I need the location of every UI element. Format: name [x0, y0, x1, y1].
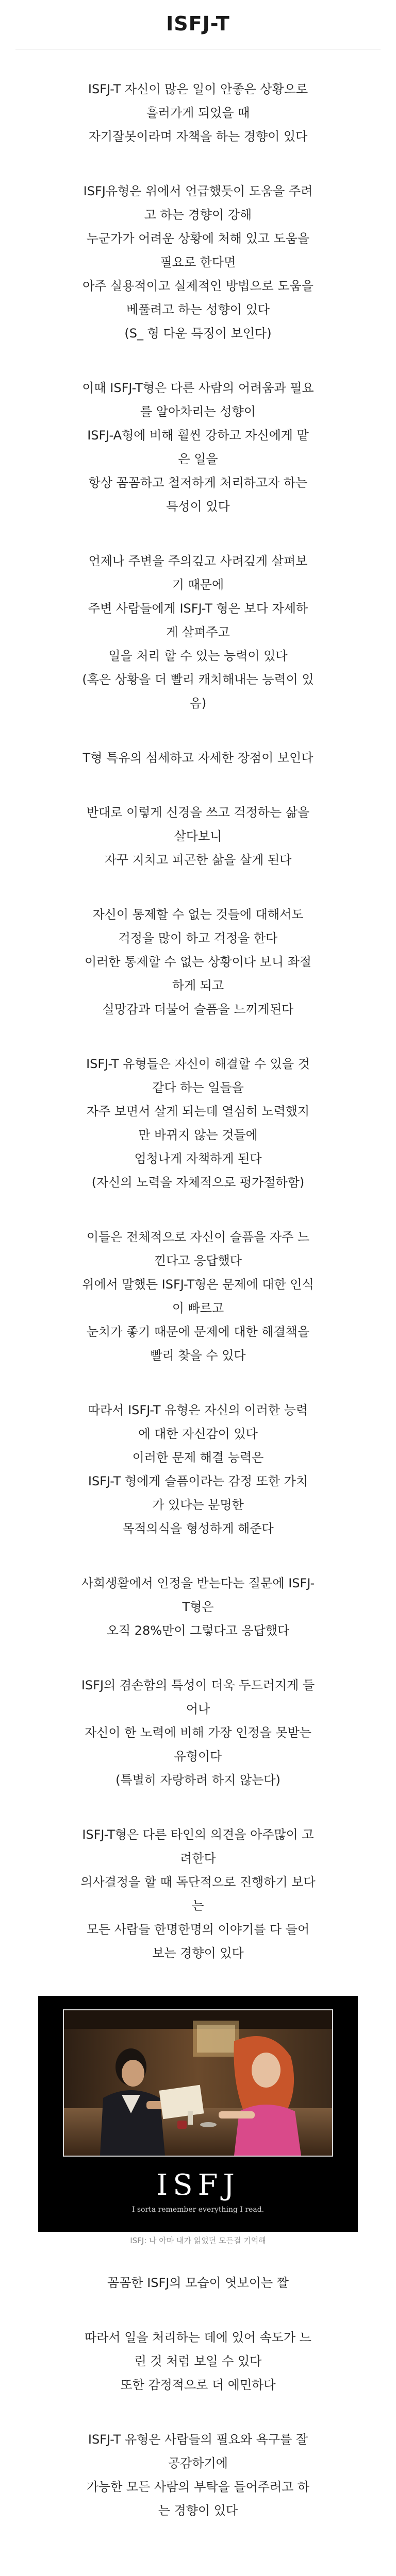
paragraph-line: 하게 되고 [172, 978, 224, 993]
paragraph-line: 목적의식을 형성하게 해준다 [122, 1521, 274, 1536]
paragraph-line: 보는 경향이 있다 [152, 1946, 244, 1960]
paragraph-line: 눈치가 좋기 때문에 문제에 대한 해결책을 [86, 1325, 310, 1339]
paragraph-line: 이 빠르고 [172, 1301, 224, 1315]
paragraph [21, 77, 375, 148]
paragraph-line: 이러한 문제 해결 능력은 [132, 1450, 264, 1465]
paragraph [21, 376, 375, 518]
paragraph-line: 사회생활에서 인정을 받는다는 질문에 ISFJ- [81, 1576, 315, 1590]
poster-heading: ISFJ [156, 2168, 240, 2202]
paragraph-line: 걱정을 많이 하고 걱정을 한다 [118, 931, 278, 945]
paragraph [21, 1225, 375, 1367]
paragraph [21, 1571, 375, 1642]
paragraph [21, 2428, 375, 2522]
paragraph-line: 꼼꼼한 ISFJ의 모습이 엿보이는 짤 [107, 2276, 289, 2290]
paragraph [21, 903, 375, 1021]
figure-caption: ISFJ: 나 아마 내가 읽었던 모든걸 기억해 [130, 2236, 266, 2245]
paragraph [21, 1052, 375, 1194]
paragraph-line: 가능한 모든 사람의 부탁을 들어주려고 하 [86, 2480, 310, 2494]
paragraph-line: 에 대한 자신감이 있다 [138, 1427, 258, 1441]
paragraph-line: 린 것 처럼 보일 수 있다 [134, 2354, 262, 2368]
paragraph-line: 누군가가 어려운 상황에 처해 있고 도움을 [86, 231, 310, 246]
paragraph-line: 따라서 ISFJ-T 유형은 자신의 이러한 능력 [88, 1403, 308, 1417]
paragraph-line: 특성이 있다 [166, 499, 230, 514]
paragraph-line: 필요로 한다면 [160, 255, 236, 269]
paragraph [21, 2271, 375, 2295]
paragraph-line: 또한 감정적으로 더 예민하다 [120, 2378, 276, 2392]
paragraph-line: 항상 꼼꼼하고 철저하게 처리하고자 하는 [88, 476, 308, 490]
paragraph-line: T형은 [182, 1600, 214, 1614]
paragraph [21, 1673, 375, 1792]
paragraph-line: 살다보니 [174, 829, 222, 843]
paragraph-line: 자신이 통제할 수 없는 것들에 대해서도 [92, 907, 304, 922]
paragraph-line: 흘러가게 되었을 때 [146, 106, 250, 120]
paragraph-line: 자신이 한 노력에 비해 가장 인정을 못받는 [85, 1725, 311, 1740]
poster-photo [63, 2009, 333, 2157]
motivational-poster [38, 1996, 358, 2232]
poster-photo-illustration [64, 2010, 332, 2156]
paragraph [21, 179, 375, 345]
paragraph-line: 같다 하는 일들을 [152, 1080, 244, 1095]
paragraph-line: ISFJ유형은 위에서 언급했듯이 도움을 주려 [83, 184, 313, 198]
paragraph-line: 는 [192, 1899, 204, 1913]
page-title: ISFJ-T [166, 12, 230, 35]
paragraph-line: 엄청나게 자책하게 된다 [134, 1151, 262, 1166]
paragraph-line: ISFJ-T 자신이 많은 일이 안좋은 상황으로 [88, 82, 308, 96]
paragraph-line: 는 경향이 있다 [158, 2503, 238, 2518]
paragraph-line: 모든 사람들 한명한명의 이야기를 다 들어 [86, 1922, 310, 1937]
paragraph-line: 위에서 말했든 ISFJ-T형은 문제에 대한 인식 [82, 1277, 314, 1292]
paragraph-line: ISFJ의 겸손함의 특성이 더욱 두드러지게 들 [81, 1678, 315, 1692]
paragraph-line: 의사결정을 할 때 독단적으로 진행하기 보다 [80, 1875, 316, 1889]
paragraph-line: 반대로 이렇게 신경을 쓰고 걱정하는 삶을 [86, 805, 310, 820]
paragraph-line: 주변 사람들에게 ISFJ-T 형은 보다 자세하 [88, 601, 308, 616]
paragraph-line: ISFJ-T형은 다른 타인의 의견을 아주많이 고 [82, 1827, 314, 1842]
paragraph-line: 낀다고 응답했다 [154, 1253, 242, 1268]
paragraph [21, 2326, 375, 2397]
paragraph-line: 실망감과 더불어 슬픔을 느끼게된다 [102, 1002, 294, 1016]
paragraph-line: 를 알아차리는 성향이 [140, 404, 256, 419]
paragraph-line: 이때 ISFJ-T형은 다른 사람의 어려움과 필요 [82, 381, 314, 395]
paragraphs-before-figure [21, 77, 375, 1965]
poster-tagline: I sorta remember everything I read. [131, 2206, 265, 2214]
paragraph-line: 가 있다는 분명한 [152, 1498, 244, 1512]
paragraph-line: 게 살펴주고 [166, 625, 230, 639]
paragraph [21, 1823, 375, 1965]
paragraph-line: 이러한 통제할 수 없는 상황이다 보니 좌절 [85, 955, 311, 969]
paragraph-line: 오직 28%만이 그렇다고 응답했다 [106, 1623, 290, 1638]
paragraph-line: 음) [189, 696, 207, 710]
article-body [21, 77, 375, 2553]
paragraph-line: 일을 처리 할 수 있는 능력이 있다 [108, 649, 288, 663]
paragraph-line: (자신의 노력을 자체적으로 평가절하함) [91, 1175, 305, 1190]
paragraph-line: ISFJ-T 형에게 슬픔이라는 감정 또한 가치 [88, 1474, 308, 1488]
paragraph-line: 유형이다 [174, 1749, 222, 1764]
paragraph-line: 자주 보면서 살게 되는데 열심히 노력했지 [86, 1104, 310, 1118]
paragraph-line: T형 특유의 섬세하고 자세한 장점이 보인다 [82, 751, 314, 765]
paragraph-line: 고 하는 경향이 강해 [144, 208, 252, 222]
paragraph-line: 은 일을 [178, 452, 218, 466]
paragraph-line: 려한다 [180, 1851, 216, 1866]
paragraph-line: ISFJ-A형에 비해 훨씬 강하고 자신에게 맡 [87, 428, 309, 443]
paragraph-line: 이들은 전체적으로 자신이 슬픔을 자주 느 [86, 1230, 310, 1244]
paragraph [21, 1398, 375, 1540]
paragraph-line: ISFJ-T 유형들은 자신이 해결할 수 있을 것 [86, 1057, 310, 1071]
paragraph-line: 기 때문에 [172, 578, 224, 592]
paragraph-line: 공감하기에 [168, 2456, 228, 2470]
paragraph-line: 언제나 주변을 주의깊고 사려깊게 살펴보 [88, 554, 308, 568]
paragraph-line: 아주 실용적이고 실제적인 방법으로 도움을 [82, 279, 314, 293]
paragraph-line: ISFJ-T 유형은 사람들의 필요와 욕구를 잘 [88, 2432, 308, 2447]
paragraph-line: (혹은 상황을 더 빨리 캐치해내는 능력이 있 [82, 672, 314, 687]
paragraph-line: 자기잘못이라며 자책을 하는 경향이 있다 [88, 129, 308, 144]
paragraph [21, 801, 375, 872]
paragraph [21, 746, 375, 770]
paragraph-line: 만 바뀌지 않는 것들에 [138, 1128, 258, 1142]
paragraph [21, 549, 375, 715]
paragraph-line: (특별히 자랑하려 하지 않는다) [116, 1773, 280, 1787]
paragraph-line: 어나 [186, 1702, 210, 1716]
paragraph-line: 베풀려고 하는 성향이 있다 [126, 302, 270, 317]
paragraph-line: 따라서 일을 처리하는 데에 있어 속도가 느 [85, 2330, 311, 2345]
paragraph-line: 자꾸 지치고 피곤한 삶을 살게 된다 [104, 853, 292, 867]
paragraph-line: 빨리 찾을 수 있다 [150, 1348, 246, 1363]
paragraph-line: (S_ 형 다운 특징이 보인다) [124, 326, 272, 341]
paragraphs-after-figure [21, 2271, 375, 2522]
